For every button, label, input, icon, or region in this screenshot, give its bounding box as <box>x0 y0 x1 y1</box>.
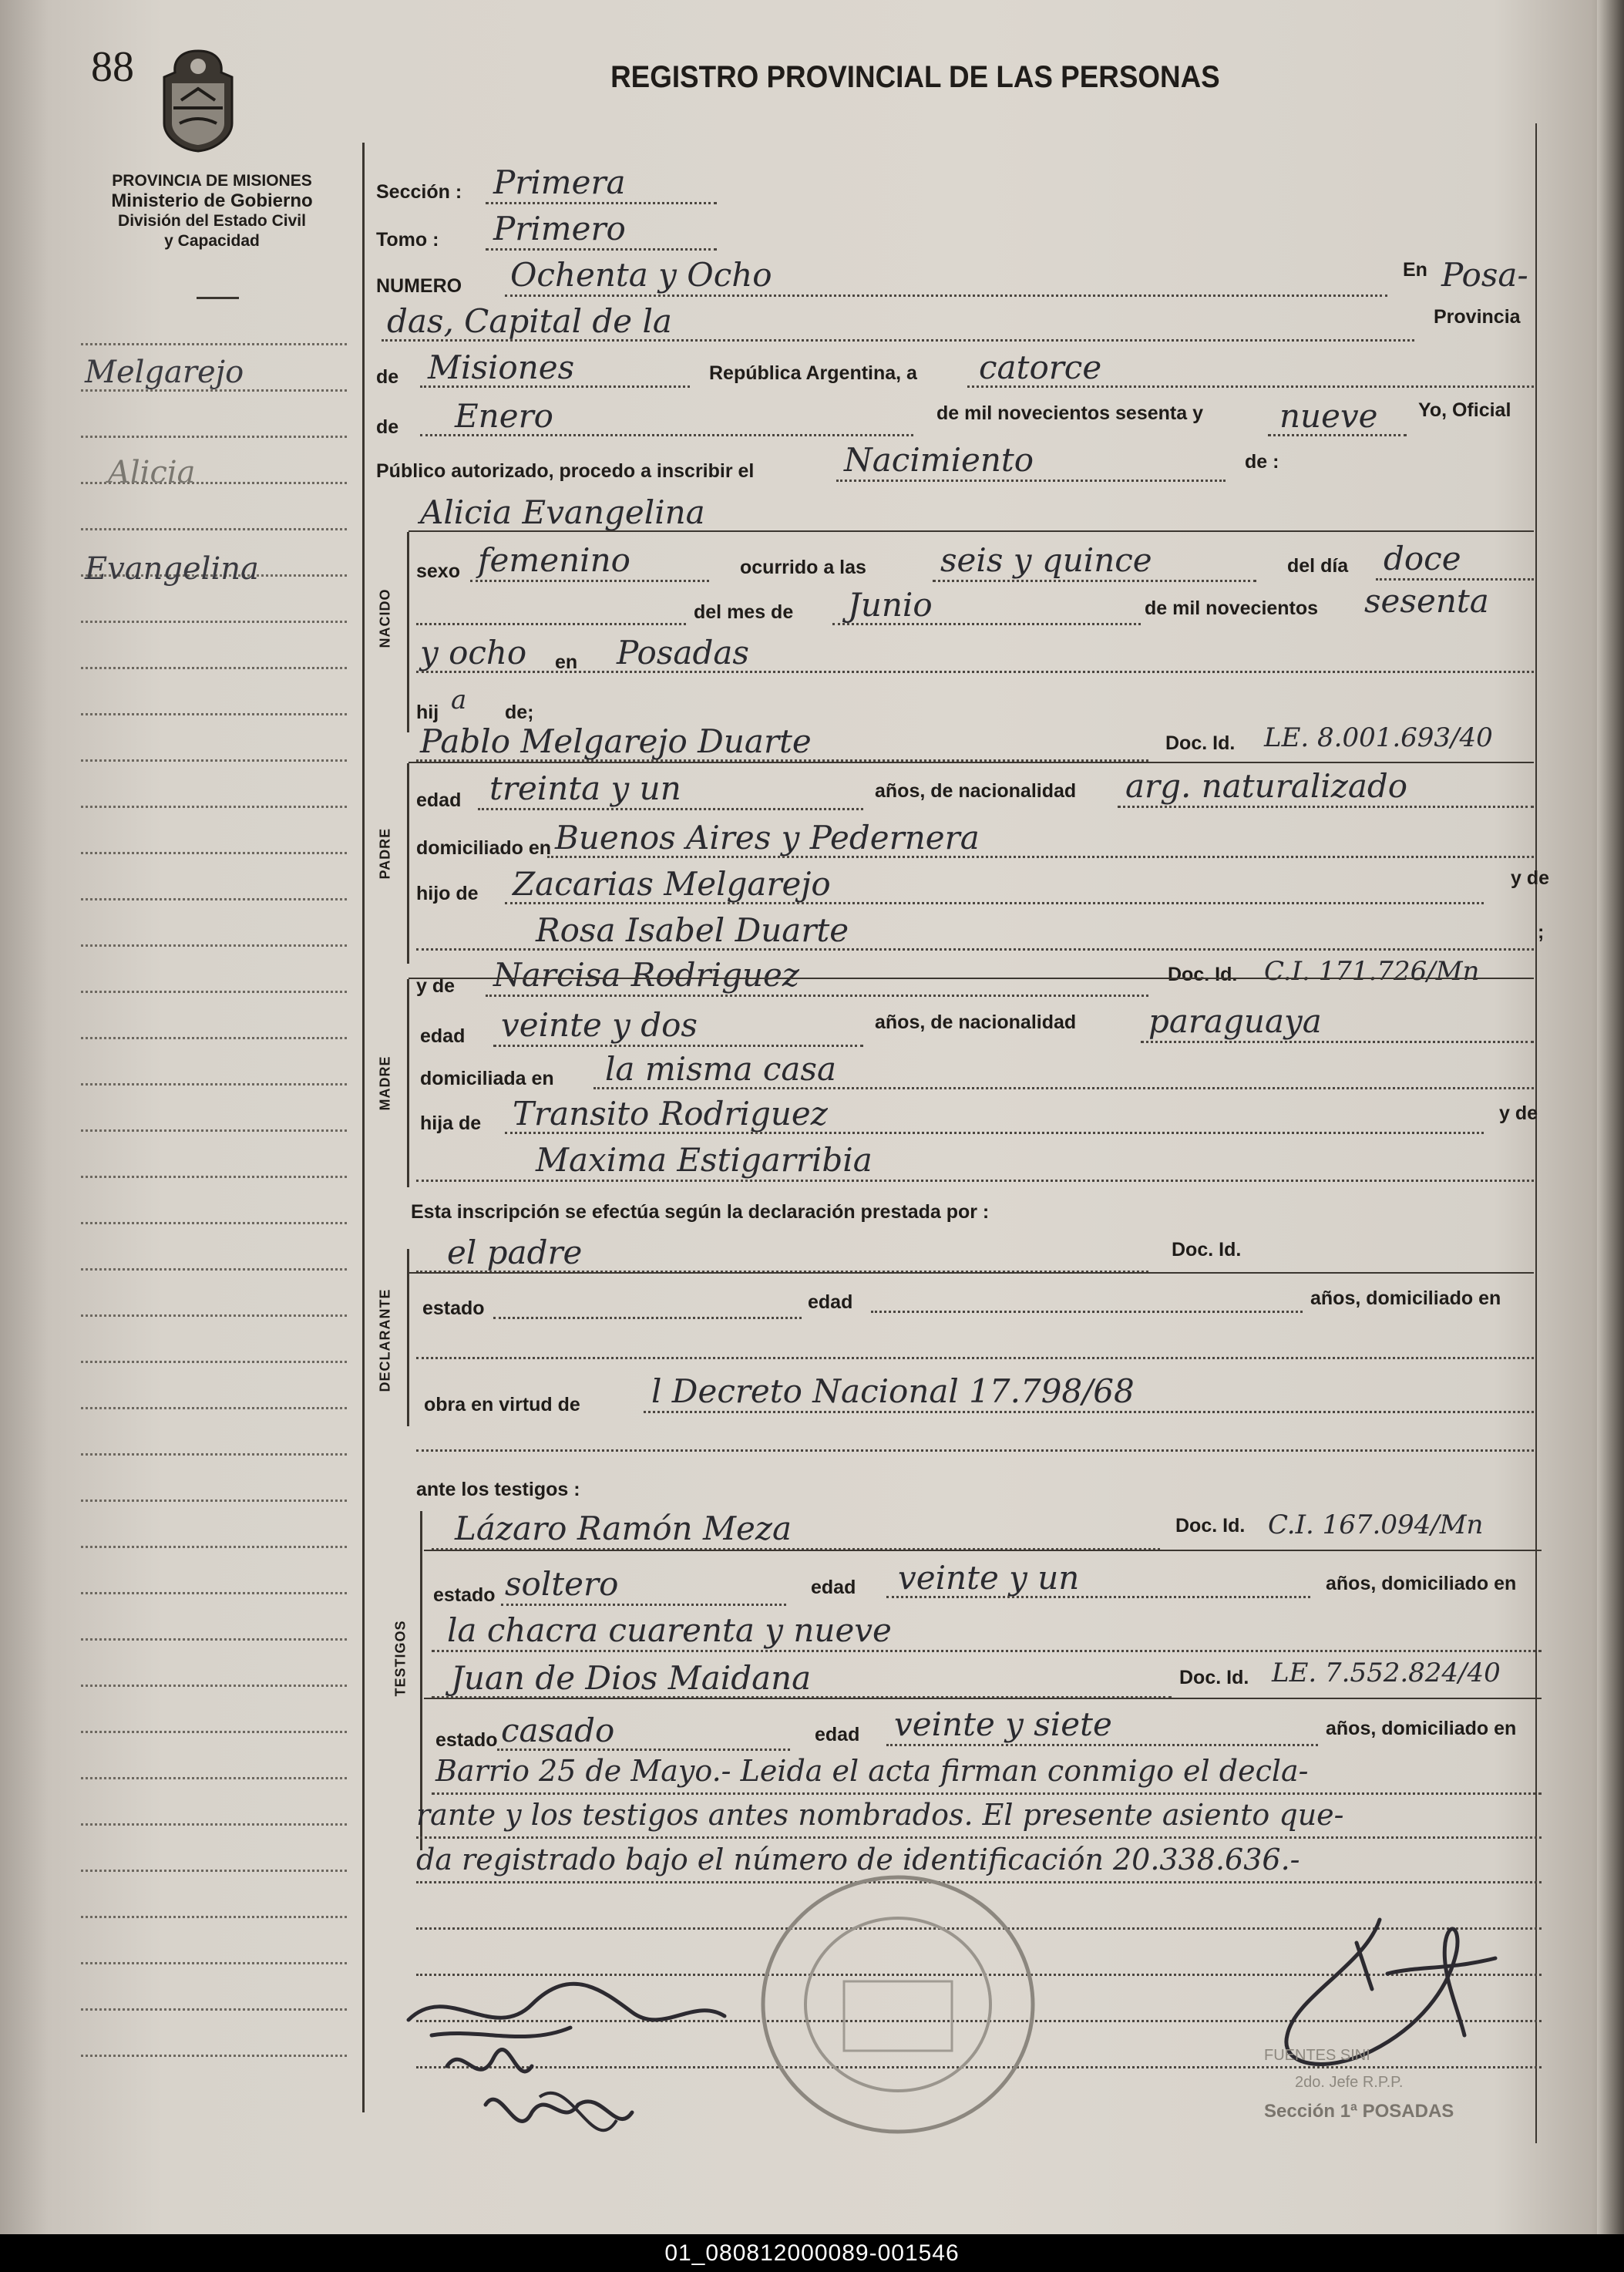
dots-closing-1 <box>416 1836 1542 1839</box>
label-y-de-2: y de <box>1499 1102 1538 1124</box>
label-testigos: ante los testigos : <box>416 1479 580 1500</box>
value-tomo: Primero <box>493 210 626 247</box>
value-witness1-address: la chacra cuarenta y nueve <box>447 1611 892 1649</box>
label-en: En <box>1403 259 1427 281</box>
value-paternal-grandmother: Rosa Isabel Duarte <box>536 911 849 949</box>
dots-w1-address <box>432 1650 1542 1652</box>
value-child-name: Alicia Evangelina <box>420 493 705 531</box>
line-child-name <box>409 530 1534 532</box>
label-estado-declarant: estado <box>422 1298 485 1319</box>
label-estado-w2: estado <box>435 1729 498 1751</box>
margin-rule <box>81 1638 347 1641</box>
value-hij-suffix: a <box>451 685 467 715</box>
label-edad-w1: edad <box>811 1577 856 1598</box>
label-tomo: Tomo : <box>376 229 439 251</box>
value-birth-year-2: y ocho <box>420 634 527 672</box>
issuer-line-3: División del Estado Civil <box>118 212 306 230</box>
section-declarante: DECLARANTE <box>377 1288 393 1392</box>
semicolon-mark: ; <box>1538 921 1545 943</box>
dots-place <box>382 339 1414 342</box>
margin-rule <box>81 1685 347 1687</box>
label-domiciliado: domiciliado en <box>416 837 552 859</box>
value-time: seis y quince <box>940 541 1152 579</box>
issuer-divider <box>197 297 239 299</box>
label-doc-id-w2: Doc. Id. <box>1179 1667 1249 1688</box>
page-number: 88 <box>91 43 134 91</box>
section-padre: PADRE <box>377 827 393 880</box>
value-place-part2: das, Capital de la <box>387 302 672 340</box>
value-seccion: Primera <box>493 163 626 201</box>
nacido-border <box>407 532 409 732</box>
label-anos-nac-father: años, de nacionalidad <box>875 780 1077 802</box>
value-witness1-doc: C.I. 167.094/Mn <box>1268 1510 1484 1540</box>
margin-rule <box>81 898 347 900</box>
section-madre: MADRE <box>377 1055 393 1111</box>
label-mil-novecientos: de mil novecientos <box>1145 597 1319 619</box>
value-mother-address: la misma casa <box>605 1050 837 1088</box>
value-place-part1: Posa- <box>1441 256 1528 294</box>
value-birth-year-1: sesenta <box>1364 582 1489 620</box>
line-w2-top <box>424 1698 1542 1699</box>
label-edad-declarant: edad <box>808 1291 853 1313</box>
line-w1-top <box>424 1550 1542 1551</box>
margin-rule <box>81 436 347 438</box>
label-de-1: de <box>376 366 399 388</box>
label-inscripcion: Esta inscripción se efectúa según la declaración prestada por : <box>411 1201 990 1223</box>
margin-rule <box>81 621 347 623</box>
value-maternal-grandmother: Maxima Estigarribia <box>536 1141 873 1179</box>
dots-mg1 <box>505 1132 1484 1134</box>
label-de-colon: de : <box>1245 451 1279 473</box>
margin-rule <box>81 1546 347 1548</box>
dots-w1-age <box>886 1596 1310 1598</box>
margin-rule <box>81 1592 347 1594</box>
label-sexo: sexo <box>416 560 460 582</box>
margin-rule <box>81 528 347 530</box>
margin-rule <box>81 1314 347 1317</box>
dots-mother-nat <box>1141 1041 1534 1043</box>
coat-of-arms-icon <box>158 46 239 154</box>
value-month: Enero <box>455 397 553 435</box>
dots-w2-address <box>432 1792 1542 1795</box>
label-hijo-de: hijo de <box>416 883 479 904</box>
dots-father-address <box>547 856 1534 858</box>
value-witness2-doc: LE. 7.552.824/40 <box>1272 1658 1501 1688</box>
value-father-name: Pablo Melgarejo Duarte <box>420 722 812 760</box>
label-edad-w2: edad <box>815 1724 860 1745</box>
value-year-suffix: nueve <box>1279 397 1378 435</box>
value-sex: femenino <box>478 541 630 579</box>
dots-father-nat <box>1118 806 1534 808</box>
label-doc-id-w1: Doc. Id. <box>1175 1515 1246 1537</box>
value-mother-name: Narcisa Rodriguez <box>493 956 799 994</box>
margin-rule <box>81 991 347 993</box>
label-edad-father: edad <box>416 789 462 811</box>
dots-seccion <box>486 202 717 204</box>
label-seccion: Sección : <box>376 181 462 203</box>
dots-decl-estado <box>493 1317 802 1319</box>
margin-first-name: Alicia <box>108 455 196 490</box>
label-ocurrido: ocurrido a las <box>740 557 866 578</box>
page-edge <box>1597 0 1624 2272</box>
label-y-de-1: y de <box>1511 867 1550 889</box>
label-year-prefix: de mil novecientos sesenta y <box>936 402 1203 424</box>
value-mother-doc: C.I. 171.726/Mn <box>1264 956 1480 987</box>
dots-birth-day <box>1376 578 1534 581</box>
margin-rule <box>81 1500 347 1502</box>
dots-province <box>420 385 690 388</box>
margin-rule <box>81 2055 347 2057</box>
label-de-semicolon: de; <box>505 702 534 723</box>
officer-stamp-office: Sección 1ª POSADAS <box>1264 2101 1454 2122</box>
section-testigos: TESTIGOS <box>392 1620 409 1697</box>
value-witness2-address: Barrio 25 de Mayo.- Leida el acta firman conmigo el decla- <box>435 1754 1309 1788</box>
margin-rule <box>81 1176 347 1178</box>
dots-decree-blank <box>416 1449 1534 1452</box>
label-yo-oficial: Yo, Oficial <box>1418 399 1511 421</box>
label-anos-dom-declarant: años, domiciliado en <box>1310 1287 1501 1309</box>
value-birth-place: Posadas <box>617 634 749 672</box>
label-de-2: de <box>376 416 399 438</box>
label-provincia: Provincia <box>1434 306 1521 328</box>
dots-birth-place <box>416 671 1534 673</box>
margin-rule <box>81 1407 347 1409</box>
dots-tomo <box>486 248 717 251</box>
dots-year <box>1268 434 1407 436</box>
value-father-nationality: arg. naturalizado <box>1125 767 1408 805</box>
margin-rule <box>81 852 347 854</box>
dots-numero <box>505 295 1387 297</box>
label-del-dia: del día <box>1287 555 1349 577</box>
value-day: catorce <box>979 348 1102 386</box>
margin-rule <box>81 1731 347 1733</box>
margin-rule <box>81 2008 347 2011</box>
label-doc-id-declarant: Doc. Id. <box>1172 1239 1242 1261</box>
label-en-2: en <box>555 651 578 673</box>
label-del-mes: del mes de <box>694 601 794 623</box>
dots-father-age <box>478 808 863 810</box>
closing-line-2: da registrado bajo el número de identificación 20.338.636.- <box>416 1843 1300 1877</box>
main-left-border <box>362 143 365 2112</box>
value-witness1-name: Lázaro Ramón Meza <box>455 1510 792 1547</box>
value-decree: l Decreto Nacional 17.798/68 <box>651 1372 1135 1410</box>
dots-sex <box>470 580 709 582</box>
dots-blank-1 <box>416 623 686 625</box>
officer-stamp-name: FUENTES SINI <box>1264 2047 1370 2064</box>
issuer-block <box>69 171 355 251</box>
label-estado-w1: estado <box>433 1584 496 1606</box>
madre-border <box>407 979 409 1187</box>
line-father-top <box>409 762 1534 763</box>
margin-rule <box>81 1037 347 1039</box>
dots-mother-name <box>486 995 1148 997</box>
label-anos-dom-w2: años, domiciliado en <box>1326 1718 1517 1739</box>
value-maternal-grandfather: Transito Rodriguez <box>513 1095 828 1133</box>
value-father-age: treinta y un <box>489 769 681 807</box>
value-province: Misiones <box>428 348 575 386</box>
dots-decl-blank <box>416 1357 1534 1359</box>
label-hija-de: hija de <box>420 1112 482 1134</box>
value-event: Nacimiento <box>844 441 1034 479</box>
officer-stamp-title: 2do. Jefe R.P.P. <box>1295 2074 1404 2091</box>
margin-rule <box>81 713 347 715</box>
margin-rule <box>81 1222 347 1224</box>
margin-rule <box>81 1916 347 1918</box>
margin-rule <box>81 1268 347 1271</box>
margin-rule <box>81 1361 347 1363</box>
value-witness1-age: veinte y un <box>898 1559 1080 1597</box>
issuer-line-1: PROVINCIA DE MISIONES <box>112 172 312 190</box>
dots-event <box>836 480 1226 482</box>
margin-rule <box>81 667 347 669</box>
label-obra: obra en virtud de <box>424 1394 580 1415</box>
margin-rule <box>81 1083 347 1086</box>
margin-rule <box>81 1777 347 1779</box>
value-declarant: el padre <box>447 1234 583 1271</box>
margin-rule <box>81 1129 347 1132</box>
margin-surname: Melgarejo <box>85 355 244 390</box>
margin-rule <box>81 806 347 808</box>
margin-rule <box>81 1962 347 1964</box>
dots-pg1 <box>505 902 1484 904</box>
closing-line-1: rante y los testigos antes nombrados. El presente asiento que- <box>416 1798 1344 1832</box>
label-anos-nac-mother: años, de nacionalidad <box>875 1011 1077 1033</box>
value-witness1-status: soltero <box>505 1565 619 1603</box>
margin-rule <box>81 1870 347 1872</box>
dots-w2-status <box>497 1749 790 1751</box>
label-publico: Público autorizado, procedo a inscribir el <box>376 460 755 482</box>
declarant-signature-icon <box>401 1974 894 2174</box>
dots-mother-age <box>493 1045 863 1047</box>
padre-border <box>407 763 409 964</box>
label-y-de-mother: y de <box>416 975 456 997</box>
line-declarant-top <box>409 1272 1534 1274</box>
section-nacido: NACIDO <box>377 588 393 648</box>
label-doc-id-mother: Doc. Id. <box>1168 964 1238 985</box>
margin-rule <box>81 1823 347 1826</box>
image-id-bar: 01_080812000089-001546 <box>0 2234 1624 2272</box>
margin-rule <box>81 1453 347 1456</box>
dots-birth-month <box>832 623 1141 625</box>
label-doc-id-father: Doc. Id. <box>1165 732 1236 754</box>
issuer-line-2: Ministerio de Gobierno <box>111 190 313 211</box>
dots-mg2 <box>416 1180 1534 1182</box>
value-witness2-name: Juan de Dios Maidana <box>451 1659 812 1697</box>
value-witness2-age: veinte y siete <box>894 1705 1112 1743</box>
value-mother-nationality: paraguaya <box>1148 1002 1322 1040</box>
label-edad-mother: edad <box>420 1025 466 1047</box>
dots-month <box>420 434 913 436</box>
margin-rule <box>81 759 347 762</box>
dots-day <box>967 385 1534 388</box>
dots-time <box>933 580 1256 582</box>
dots-pg2 <box>416 948 1534 951</box>
issuer-line-4: y Capacidad <box>164 232 260 250</box>
value-father-doc: LE. 8.001.693/40 <box>1264 722 1493 753</box>
value-birth-month: Junio <box>848 586 933 624</box>
value-father-address: Buenos Aires y Pedernera <box>555 819 980 857</box>
label-republica: República Argentina, a <box>709 362 917 384</box>
dots-w2-age <box>886 1744 1318 1746</box>
value-birth-day: doce <box>1384 540 1461 577</box>
label-numero: NUMERO <box>376 275 462 297</box>
dots-decree <box>644 1411 1534 1413</box>
value-paternal-grandfather: Zacarias Melgarejo <box>513 865 831 903</box>
margin-middle-name: Evangelina <box>85 551 259 587</box>
dots-w1-status <box>501 1604 786 1606</box>
value-mother-age: veinte y dos <box>501 1006 698 1044</box>
margin-rule <box>81 944 347 947</box>
label-domiciliada: domiciliada en <box>420 1068 554 1089</box>
main-right-border <box>1535 123 1537 2143</box>
label-hij: hij <box>416 702 439 723</box>
value-numero: Ochenta y Ocho <box>510 256 772 294</box>
line-mother-top <box>409 978 1534 979</box>
margin-rule <box>81 343 347 345</box>
label-anos-dom-w1: años, domiciliado en <box>1326 1573 1517 1594</box>
declarante-border <box>407 1249 409 1426</box>
dots-mother-address <box>593 1087 1534 1089</box>
registry-title: REGISTRO PROVINCIAL DE LAS PERSONAS <box>610 60 1220 94</box>
dots-decl-edad <box>871 1311 1303 1313</box>
value-witness2-status: casado <box>501 1712 615 1749</box>
